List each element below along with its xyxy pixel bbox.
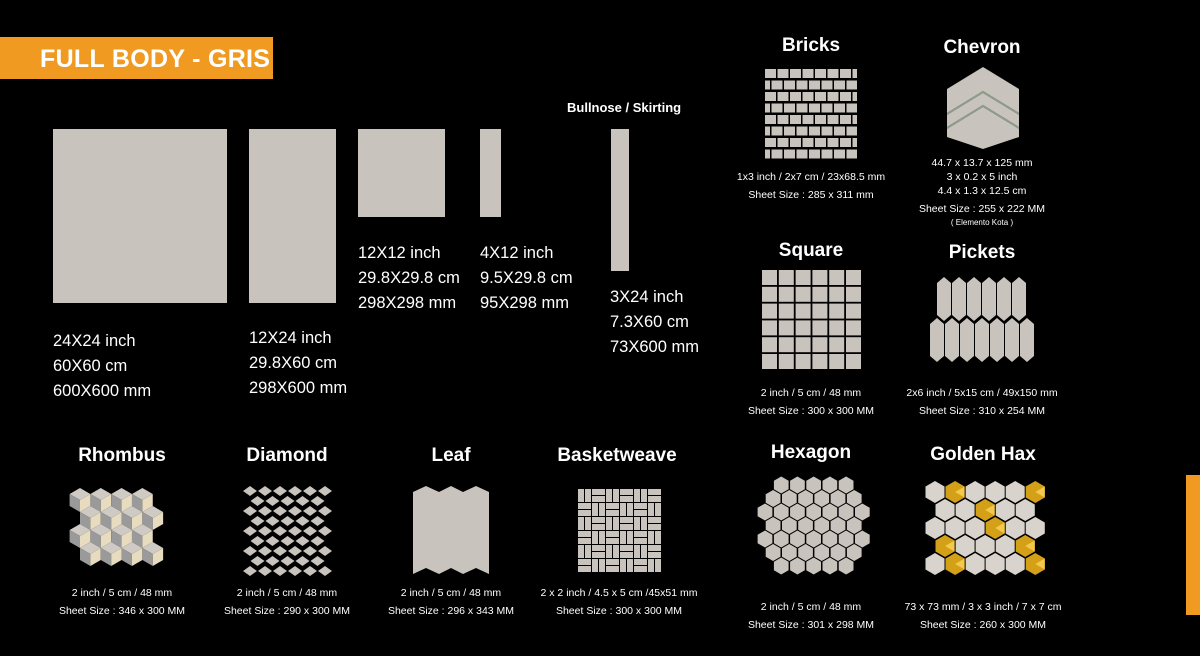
spec-size: 2 inch / 5 cm / 48 mm bbox=[760, 387, 862, 399]
spec-sheet: Sheet Size : 300 x 300 MM bbox=[555, 605, 683, 617]
rhombus-title: Rhombus bbox=[78, 445, 166, 466]
spec-sheet: Sheet Size : 296 x 343 MM bbox=[387, 605, 515, 617]
dim-line: 600X600 mm bbox=[53, 382, 152, 400]
tile-bullnose bbox=[611, 129, 629, 271]
dim-line: 4X12 inch bbox=[480, 244, 554, 262]
tile-12x24-dimensions bbox=[249, 326, 347, 401]
tile-12x12-dimensions bbox=[358, 241, 460, 316]
pickets-mosaic bbox=[930, 277, 1034, 363]
square-mosaic bbox=[762, 270, 862, 370]
dim-line: 298X600 mm bbox=[249, 379, 348, 397]
spec-size: 3 x 0.2 x 5 inch bbox=[946, 171, 1018, 183]
spec-sheet: Sheet Size : 285 x 311 mm bbox=[748, 189, 874, 201]
spec-sheet: Sheet Size : 260 x 300 MM bbox=[919, 619, 1047, 631]
spec-sheet: Sheet Size : 290 x 300 MM bbox=[223, 605, 351, 617]
spec-size: 4.4 x 1.3 x 12.5 cm bbox=[937, 185, 1027, 197]
chevron-specs bbox=[919, 156, 1045, 230]
spec-sheet: Sheet Size : 310 x 254 MM bbox=[918, 405, 1046, 417]
spec-size: 1x3 inch / 2x7 cm / 23x68.5 mm bbox=[736, 171, 886, 183]
tile-4x12-dimensions bbox=[480, 241, 573, 316]
pickets-specs bbox=[906, 384, 1057, 420]
dim-line: 7.3X60 cm bbox=[610, 313, 689, 331]
rhombus-specs bbox=[59, 584, 185, 620]
square-specs bbox=[748, 384, 874, 420]
spec-sheet: Sheet Size : 255 x 222 MM bbox=[918, 203, 1046, 215]
chevron-title: Chevron bbox=[943, 37, 1021, 58]
dim-line: 3X24 inch bbox=[610, 288, 684, 306]
basketweave-specs bbox=[541, 584, 698, 620]
dim-line: 12X12 inch bbox=[358, 244, 441, 262]
diamond-mosaic bbox=[244, 486, 332, 576]
pickets-title: Pickets bbox=[948, 242, 1016, 263]
spec-size: 44.7 x 13.7 x 125 mm bbox=[931, 157, 1033, 169]
tile-4x12 bbox=[480, 129, 501, 217]
hexagon-title: Hexagon bbox=[770, 442, 852, 463]
basketweave-mosaic bbox=[578, 489, 662, 575]
spec-size: 2 inch / 5 cm / 48 mm bbox=[71, 587, 173, 599]
spec-note: ( Elemento Kota ) bbox=[950, 218, 1014, 227]
dim-line: 12X24 inch bbox=[249, 329, 332, 347]
dim-line: 73X600 mm bbox=[610, 338, 699, 356]
leaf-title: Leaf bbox=[431, 445, 471, 466]
leaf-mosaic bbox=[413, 486, 489, 574]
bullnose-label: Bullnose / Skirting bbox=[567, 100, 682, 115]
spec-size: 2 x 2 inch / 4.5 x 5 cm /45x51 mm bbox=[540, 587, 698, 599]
spec-sheet: Sheet Size : 301 x 298 MM bbox=[747, 619, 875, 631]
spec-size: 2 inch / 5 cm / 48 mm bbox=[760, 601, 862, 613]
spec-size: 2 inch / 5 cm / 48 mm bbox=[236, 587, 338, 599]
hexagon-mosaic bbox=[757, 477, 869, 573]
leaf-specs bbox=[388, 584, 514, 620]
header-banner bbox=[0, 37, 273, 79]
dim-line: 95X298 mm bbox=[480, 294, 569, 312]
spec-size: 2 inch / 5 cm / 48 mm bbox=[400, 587, 502, 599]
dim-line: 29.8X29.8 cm bbox=[358, 269, 460, 287]
bricks-specs bbox=[737, 168, 885, 204]
tile-24x24 bbox=[53, 129, 227, 303]
square-title: Square bbox=[778, 240, 844, 261]
golden-hax-specs bbox=[905, 598, 1062, 634]
tile-bullnose-dimensions bbox=[610, 285, 699, 360]
dim-line: 29.8X60 cm bbox=[249, 354, 338, 372]
basketweave-title: Basketweave bbox=[557, 445, 677, 466]
tile-12x12 bbox=[358, 129, 445, 217]
chevron-mosaic bbox=[947, 67, 1019, 149]
diamond-specs bbox=[224, 584, 350, 620]
dim-line: 298X298 mm bbox=[358, 294, 457, 312]
page-title: FULL BODY - GRIS bbox=[40, 45, 271, 73]
bricks-title: Bricks bbox=[781, 35, 841, 56]
golden-hax-mosaic bbox=[925, 482, 1043, 578]
hexagon-specs bbox=[748, 598, 874, 634]
side-accent-bar bbox=[1186, 475, 1200, 615]
bricks-mosaic bbox=[765, 69, 857, 159]
rhombus-mosaic bbox=[80, 482, 164, 578]
spec-sheet: Sheet Size : 346 x 300 MM bbox=[58, 605, 186, 617]
golden-hax-title: Golden Hax bbox=[930, 444, 1036, 465]
tile-24x24-dimensions bbox=[53, 329, 151, 404]
spec-size: 73 x 73 mm / 3 x 3 inch / 7 x 7 cm bbox=[904, 601, 1062, 613]
tile-12x24 bbox=[249, 129, 336, 303]
dim-line: 9.5X29.8 cm bbox=[480, 269, 573, 287]
spec-size: 2x6 inch / 5x15 cm / 49x150 mm bbox=[906, 387, 1058, 399]
diamond-title: Diamond bbox=[246, 445, 328, 466]
dim-line: 24X24 inch bbox=[53, 332, 136, 350]
dim-line: 60X60 cm bbox=[53, 357, 128, 375]
spec-sheet: Sheet Size : 300 x 300 MM bbox=[747, 405, 875, 417]
